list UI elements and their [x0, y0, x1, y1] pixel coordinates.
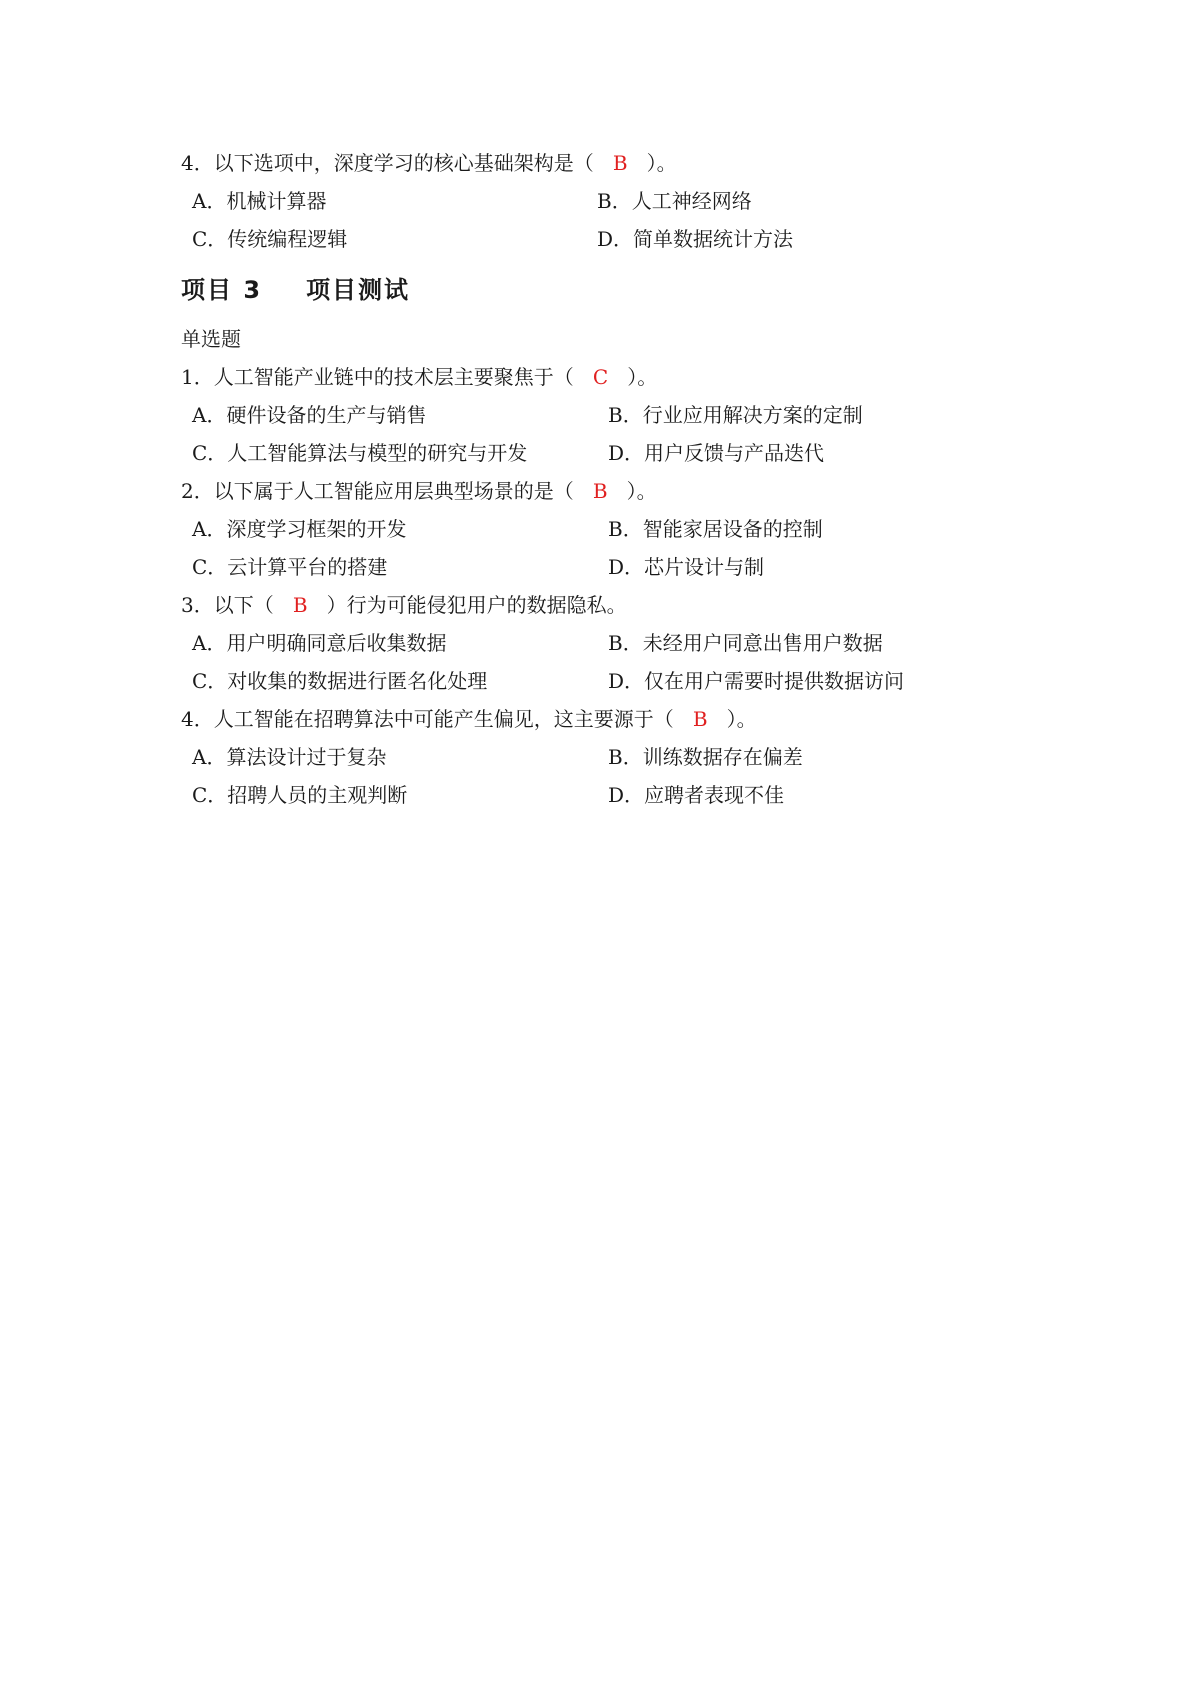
- section-label: 单选题: [181, 327, 241, 351]
- option-b: B．人工神经网络: [597, 189, 752, 213]
- option-b: B．训练数据存在偏差: [608, 745, 803, 769]
- question-text-end: ）。: [627, 365, 658, 389]
- question-text: 4．人工智能在招聘算法中可能产生偏见，这主要源于（: [181, 707, 674, 731]
- option-d: D．芯片设计与制: [608, 555, 765, 579]
- question-4: [181, 706, 757, 732]
- option-c: C．传统编程逻辑: [192, 227, 348, 251]
- heading-number: 项目 3: [181, 276, 263, 304]
- answer-letter: B: [292, 593, 308, 617]
- question-text-end: ）。: [646, 151, 677, 175]
- option-a: A．硬件设备的生产与销售: [192, 403, 427, 427]
- option-c: C．招聘人员的主观判断: [192, 783, 408, 807]
- question-prev-4: [181, 150, 677, 176]
- question-text: 2．以下属于人工智能应用层典型场景的是（: [181, 479, 574, 503]
- answer-letter: B: [612, 151, 628, 175]
- option-b: B．未经用户同意出售用户数据: [608, 631, 883, 655]
- question-1: [181, 364, 657, 390]
- option-a: A．深度学习框架的开发: [192, 517, 407, 541]
- question-text-end: ）。: [726, 707, 757, 731]
- option-d: D．应聘者表现不佳: [608, 783, 785, 807]
- answer-letter: C: [592, 365, 609, 389]
- option-b: B．行业应用解决方案的定制: [608, 403, 863, 427]
- option-c: C．对收集的数据进行匿名化处理: [192, 669, 488, 693]
- option-d: D．简单数据统计方法: [597, 227, 794, 251]
- option-b: B．智能家居设备的控制: [608, 517, 823, 541]
- answer-letter: B: [692, 707, 708, 731]
- option-c: C．人工智能算法与模型的研究与开发: [192, 441, 528, 465]
- question-text-end: ）。: [626, 479, 657, 503]
- question-text: 3．以下（: [181, 593, 274, 617]
- heading-title: 项目测试: [306, 276, 411, 304]
- option-a: A．机械计算器: [192, 189, 327, 213]
- option-a: A．用户明确同意后收集数据: [192, 631, 447, 655]
- question-text: 1．人工智能产业链中的技术层主要聚焦于（: [181, 365, 574, 389]
- question-3: [181, 592, 627, 618]
- answer-letter: B: [592, 479, 608, 503]
- question-text-end: ）行为可能侵犯用户的数据隐私。: [326, 593, 627, 617]
- question-2: [181, 478, 657, 504]
- option-d: D．用户反馈与产品迭代: [608, 441, 825, 465]
- option-c: C．云计算平台的搭建: [192, 555, 388, 579]
- option-a: A．算法设计过于复杂: [192, 745, 387, 769]
- option-d: D．仅在用户需要时提供数据访问: [608, 669, 905, 693]
- question-text: 4．以下选项中，深度学习的核心基础架构是（: [181, 151, 594, 175]
- section-heading: [181, 275, 410, 305]
